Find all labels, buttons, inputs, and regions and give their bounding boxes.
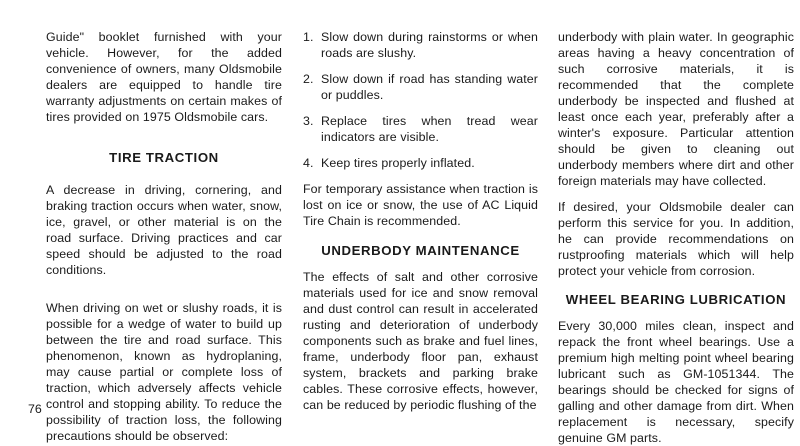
list-item [303, 155, 538, 171]
list-item-text: Slow down during rainstorms or when roads are slushy. [321, 30, 538, 60]
list-item-text: Slow down if road has standing water or puddles. [321, 72, 538, 102]
tire-chain-paragraph: For temporary assistance when traction is lost on ice or snow, the use of AC Liquid Tire Chain is recommended. [303, 182, 538, 228]
list-item [303, 71, 538, 103]
warranty-continued-paragraph: Guide" booklet furnished with your vehicle. However, for the added convenience of owners, many Oldsmobile dealers are equipped to handle tire warranty adjustments on certain makes of tires provided on 1975 Oldsmobile cars. [46, 30, 282, 124]
precautions-list [303, 29, 538, 171]
list-item-number: 1. [303, 30, 314, 44]
traction-decrease-paragraph: A decrease in driving, cornering, and braking traction occurs when water, snow, ice, gravel, or other material is on the road surface. Driving practices and car speed should be adjusted to the road conditions. [46, 183, 282, 277]
list-item-text: Keep tires properly inflated. [321, 156, 475, 170]
list-item-number: 3. [303, 114, 314, 128]
underbody-flushing-paragraph: underbody with plain water. In geographic areas having a heavy concentration of such corrosive materials, it is recommended that the complete underbody be inspected and flushed at least once each year, preferably after a winter's exposure. Particular attention should be given to cleaning out underbody members where dirt and other foreign materials may have collected. [558, 30, 794, 188]
list-item [303, 113, 538, 145]
underbody-maintenance-heading: UNDERBODY MAINTENANCE [321, 243, 520, 258]
list-item-number: 4. [303, 156, 314, 170]
tire-traction-heading: TIRE TRACTION [109, 150, 219, 165]
middle-column [303, 29, 538, 413]
list-item-number: 2. [303, 72, 314, 86]
right-column [558, 29, 794, 446]
list-item [303, 29, 538, 61]
corrosion-paragraph: The effects of salt and other corrosive materials used for ice and snow removal and dust control can result in accelerated rusting and deterioration of underbody components such as brake and fuel lines, frame, underbody floor pan, exhaust system, brackets and parking brake cables. These corrosive effects, however, can be reduced by periodic flushing of the [303, 270, 538, 412]
left-column [46, 29, 282, 444]
wheel-bearing-paragraph: Every 30,000 miles clean, inspect and repack the front wheel bearings. Use a premium high melting point wheel bearing lubricant such as GM-1051344. The bearings should be checked for signs of galling and other damage from dirt. When replacement is necessary, specify genuine GM parts. [558, 319, 794, 445]
dealer-service-paragraph: If desired, your Oldsmobile dealer can perform this service for you. In addition, he can provide recommendations on rustproofing materials which will help protect your vehicle from corrosion. [558, 200, 794, 278]
wheel-bearing-heading: WHEEL BEARING LUBRICATION [565, 292, 787, 307]
hydroplaning-paragraph: When driving on wet or slushy roads, it is possible for a wedge of water to build up between the tire and road surface. This phenomenon, known as hydroplaning, may cause partial or complete loss of traction, which adversely affects vehicle control and stopping ability. To reduce the possibility of traction loss, the following precautions should be observed: [46, 301, 282, 443]
list-item-text: Replace tires when tread wear indicators are visible. [321, 114, 538, 144]
page-number: 76 [28, 402, 42, 416]
